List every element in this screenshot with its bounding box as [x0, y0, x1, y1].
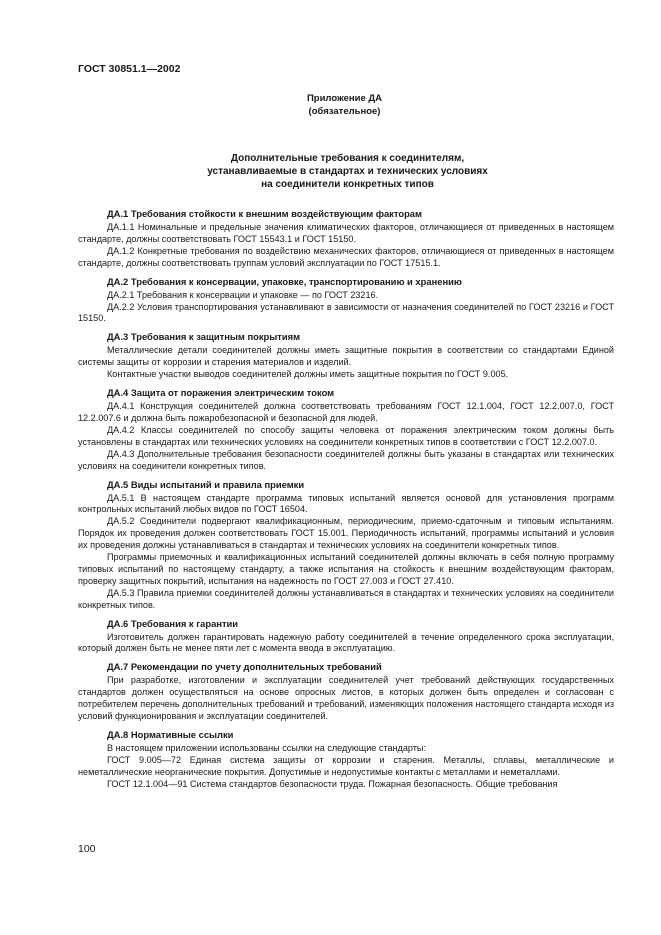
paragraph-da4-3: ДА.4.3 Дополнительные требования безопасности соединителей должны быть указаны в стандартах или технических условиях на соединители конкретных типов.	[78, 448, 614, 471]
appendix-heading-line-1: Дополнительные требования к соединителям,	[230, 153, 465, 164]
paragraph-da2-1: ДА.2.1 Требования к консервации и упаковке — по ГОСТ 23216.	[107, 289, 379, 300]
paragraph-da3-2: Контактные участки выводов соединителей должны иметь защитные покрытия по ГОСТ 9.005.	[107, 369, 509, 380]
paragraph-da4-1: ДА.4.1 Конструкция соединителей должна соответствовать требованиям ГОСТ 12.1.004, ГОСТ 12.2.007.0, ГОСТ 12.2.007.6 и должна быть пожаробезопасной и безопасной для людей.	[78, 401, 614, 423]
paragraph-da5-1: ДА.5.1 В настоящем стандарте программа типовых испытаний является основой для установления программ контрольных испытаний любых видов по ГОСТ 16504.	[78, 492, 614, 515]
appendix-title: Приложение ДА	[306, 93, 383, 104]
section-heading-da4: ДА.4 Защита от поражения электрическим током	[107, 387, 335, 399]
paragraph-da4-2: ДА.4.2 Классы соединителей по способу защиты человека от поражения электрическим током должны быть установлены в стандартах или технических условиях на соединители конкретных типов в соответствии с ГОСТ 12.2.007.0.	[78, 424, 614, 447]
paragraph-da1-2: ДА.1.2 Конкретные требования по воздействию механических факторов, отличающиеся от приведенных в настоящем стандарте, должны соответствовать группам условий эксплуатации по ГОСТ 17515.1.	[78, 245, 614, 268]
paragraph-da8-3: ГОСТ 12.1.004—91 Система стандартов безопасности труда. Пожарная безопасность. Общие требования	[107, 778, 558, 789]
section-heading-da2: ДА.2 Требования к консервации, упаковке, транспортированию и хранению	[107, 275, 462, 287]
paragraph-da8-1: В настоящем приложении использованы ссылки на следующие стандарты:	[107, 743, 426, 753]
document-body	[78, 206, 614, 791]
section-heading-da1: ДА.1 Требования стойкости к внешним воздействующим факторам	[107, 208, 422, 219]
paragraph-da5-4: ДА.5.3 Правила приемки соединителей должны устанавливаться в стандартах и технических условиях на соединители конкретных типов.	[78, 587, 614, 610]
paragraph-da5-2: ДА.5.2 Соединители подвергают квалификационным, периодическим, приемо-сдаточным и типовым испытаниям. Порядок их проведения должен соответствовать ГОСТ 15.001. Периодичность испытаний, программы испытаний и условия их проведения должны устанавливаться в стандартах и технических условиях на соединители конкретных типов.	[78, 516, 614, 551]
appendix-heading-line-2: устанавливаемые в стандартах и технических условиях	[207, 166, 488, 177]
paragraph-da6-1: Изготовитель должен гарантировать надежную работу соединителей в течение определенного срока эксплуатации, который должен быть не менее пяти лет с момента ввода в эксплуатацию.	[78, 631, 614, 654]
section-heading-da3: ДА.3 Требования к защитным покрытиям	[107, 331, 301, 343]
paragraph-da2-2: ДА.2.2 Условия транспортирования устанавливают в зависимости от назначения соединителей по ГОСТ 23216 и ГОСТ 15150.	[78, 301, 614, 324]
paragraph-da5-3: Программы приемочных и квалификационных испытаний соединителей должны включать в себя полную программу типовых испытаний по настоящему стандарту, а также испытания на стойкость к внешним воздействующим факторам, проверку защитных покрытий, испытания на надежность по ГОСТ 27.003 и ГОСТ 27.410.	[78, 552, 614, 586]
section-heading-da6: ДА.6 Требования к гарантии	[107, 617, 239, 629]
section-heading-da7: ДА.7 Рекомендации по учету дополнительных требований	[107, 661, 382, 673]
appendix-label	[0, 92, 661, 118]
paragraph-da3-1: Металлические детали соединителей должны иметь защитные покрытия в соответствии со стандартами Единой системы защиты от коррозии и старения материалов и изделий.	[78, 345, 614, 368]
page-number: 100	[78, 843, 96, 855]
paragraph-da8-2: ГОСТ 9.005—72 Единая система защиты от коррозии и старения. Металлы, сплавы, металлические и неметаллические неорганические покрытия. Допустимые и недопустимые контакты с металлами и неметаллами.	[78, 754, 614, 777]
paragraph-da1-1: ДА.1.1 Номинальные и предельные значения климатических факторов, отличающиеся от приведенных в настоящем стандарте, должны соответствовать ГОСТ 15543.1 и ГОСТ 15150.	[78, 222, 614, 244]
appendix-heading-line-3: на соединители конкретных типов	[261, 179, 434, 190]
document-code-header: ГОСТ 30851.1—2002	[78, 63, 181, 75]
appendix-heading	[0, 152, 661, 191]
section-heading-da8: ДА.8 Нормативные ссылки	[107, 729, 234, 740]
section-heading-da5: ДА.5 Виды испытаний и правила приемки	[107, 478, 305, 490]
appendix-status: (обязательное)	[308, 106, 381, 117]
paragraph-da7-1: При разработке, изготовлении и эксплуатации соединителей учет требований действующих государственных стандартов должен осуществляться на основе опросных листов, в которых должен быть определен и согласован с потребителем перечень дополнительных требований и требований, изменяющих положения настоящего стандарта исходя из условий функционирования и эксплуатации соединителей.	[78, 675, 614, 722]
